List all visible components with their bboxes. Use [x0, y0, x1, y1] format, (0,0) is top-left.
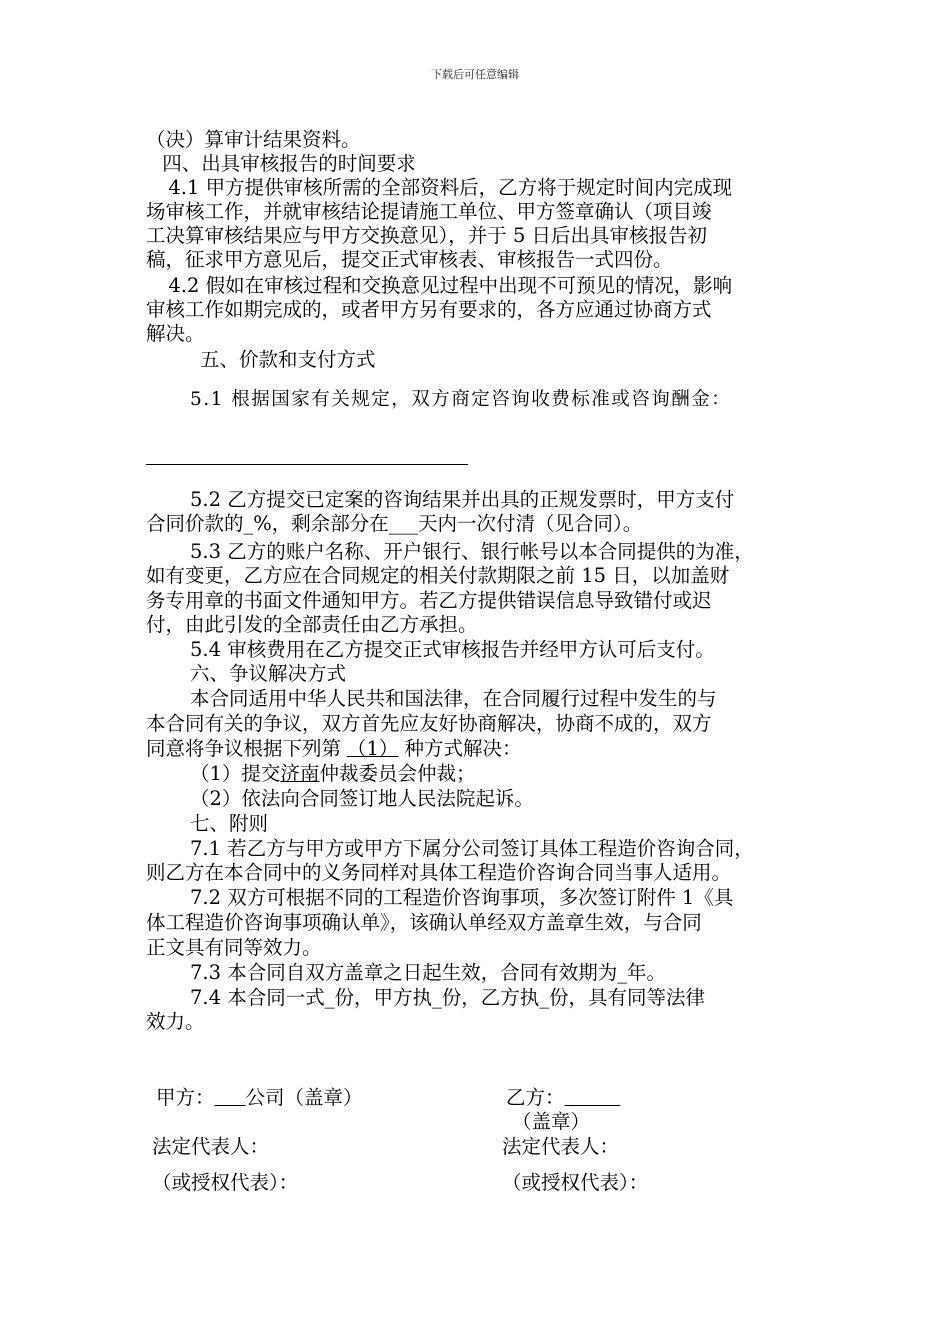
body-line: 合同价款的_%，剩余部分在___天内一次付清（见合同）。 — [146, 512, 643, 535]
fill-in-line — [146, 464, 468, 465]
body-line: 效力。 — [146, 1010, 205, 1033]
body-line: 5.4 审核费用在乙方提交正式审核报告并经甲方认可后支付。 — [190, 638, 715, 661]
option-1-pre: （1）提交 — [190, 762, 281, 785]
body-line: 体工程造价咨询事项确认单》，该确认单经双方盖章生效，与合同 — [146, 911, 702, 934]
body-line: 务专用章的书面文件通知甲方。若乙方提供错误信息导致错付或迟 — [146, 589, 712, 612]
legal-rep-b: 法定代表人： — [502, 1135, 620, 1158]
party-b-line — [506, 1086, 620, 1110]
body-line: 5.2 乙方提交已定案的咨询结果并出具的正规发票时，甲方支付 — [190, 488, 735, 511]
body-line: 5.1 根据国家有关规定，双方商定咨询收费标准或咨询酬金： — [190, 389, 732, 410]
dispute-choice: （1） — [347, 737, 399, 760]
party-b-blank — [565, 1086, 621, 1109]
party-b-seal: （盖章） — [512, 1110, 591, 1133]
party-a-blank — [215, 1086, 246, 1109]
body-line: 4.2 假如在审核过程和交换意见过程中出现不可预见的情况，影响 — [156, 274, 733, 297]
legal-rep-a: 法定代表人： — [152, 1135, 270, 1158]
body-line: 审核工作如期完成的，或者甲方另有要求的，各方应通过协商方式 — [146, 298, 712, 321]
dispute-post: 种方式解决： — [404, 737, 522, 760]
body-line: 付，由此引发的全部责任由乙方承担。 — [146, 613, 478, 636]
body-line: 场审核工作，并就审核结论提请施工单位、甲方签章确认（项目竣 — [146, 200, 712, 223]
party-b-label: 乙方： — [506, 1086, 565, 1109]
body-line: 本合同适用中华人民共和国法律，在合同履行过程中发生的与 — [190, 687, 717, 710]
section-heading: 七、附则 — [190, 812, 269, 835]
body-line: 4.1 甲方提供审核所需的全部资料后，乙方将于规定时间内完成现 — [156, 176, 733, 199]
body-line: 7.1 若乙方与甲方或甲方下属分公司签订具体工程造价咨询合同， — [190, 837, 754, 860]
body-line: 如有变更，乙方应在合同规定的相关付款期限之前 15 日，以加盖财 — [146, 564, 730, 587]
body-line: 5.3 乙方的账户名称、开户银行、银行帐号以本合同提供的为准， — [190, 540, 754, 563]
body-line: 正文具有同等效力。 — [146, 936, 322, 959]
body-line: 工决算审核结果应与甲方交换意见），并于 5 日后出具审核报告初 — [146, 224, 708, 247]
section-heading: 六、争议解决方式 — [190, 662, 347, 685]
body-line: （决）算审计结果资料。 — [146, 128, 361, 151]
body-line: 稿，征求甲方意见后，提交正式审核表、审核报告一式四份。 — [146, 248, 673, 271]
dispute-option-1 — [190, 762, 475, 786]
authorized-rep-b: （或授权代表）： — [502, 1171, 649, 1194]
party-a-suffix: 公司（盖章） — [245, 1086, 363, 1109]
authorized-rep-a: （或授权代表）： — [152, 1171, 299, 1194]
section-heading: 四、出具审核报告的时间要求 — [156, 152, 416, 175]
body-line: 7.3 本合同自双方盖章之日起生效，合同有效期为_年。 — [190, 961, 666, 984]
dispute-option-2: （2）依法向合同签订地人民法院起诉。 — [190, 787, 534, 810]
dispute-pre: 同意将争议根据下列第 — [146, 737, 342, 760]
section-heading: 五、价款和支付方式 — [200, 348, 376, 371]
option-1-post: 仲裁委员会仲裁； — [319, 762, 476, 785]
body-line: 解决。 — [146, 322, 205, 345]
arbitration-city: 济南 — [280, 762, 320, 785]
body-line: 7.4 本合同一式_份，甲方执_份，乙方执_份，具有同等法律 — [190, 986, 705, 1009]
party-a-line — [156, 1086, 363, 1110]
party-a-label: 甲方： — [156, 1086, 215, 1109]
body-line: 本合同有关的争议，双方首先应友好协商解决，协商不成的，双方 — [146, 712, 712, 735]
dispute-line — [146, 737, 521, 761]
page-header: 下载后可任意编辑 — [431, 68, 519, 81]
body-line: 则乙方在本合同中的义务同样对具体工程造价咨询合同当事人适用。 — [146, 861, 732, 884]
body-line: 7.2 双方可根据不同的工程造价咨询事项，多次签订附件 1《具 — [190, 886, 734, 909]
